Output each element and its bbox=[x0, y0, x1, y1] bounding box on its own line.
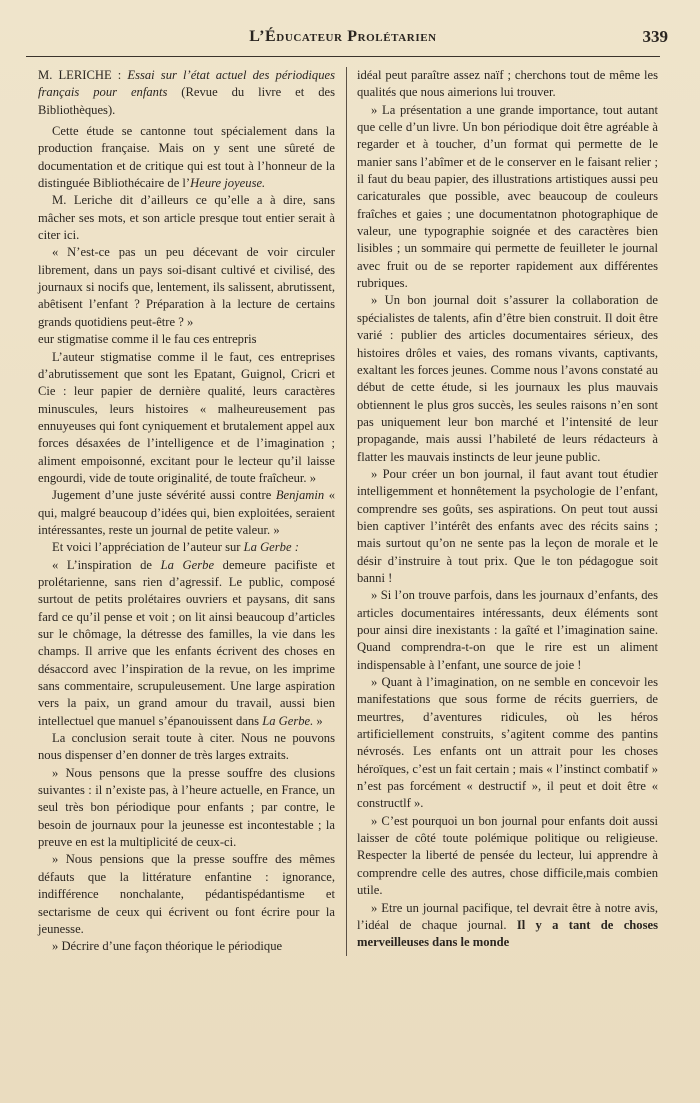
text-run: Jugement d’une juste sévérité aussi contre bbox=[52, 488, 276, 503]
quote-paragraph: » C’est pourquoi un bon journal pour enfants doit aussi laisser de côté toute polémique politique ou religieuse. Respecter la liberté de pensée du lecteur, lui apprendre à comprendre celle des autres, chose difficile,mais combien utile. bbox=[357, 813, 658, 898]
quote-paragraph: » Pour créer un bon journal, il faut avant tout étudier intelligemment et honnêtement la psychologie de l’enfant, comprendre ses goûts, ses aspirations. On peut tout aussi bien captiver l’intérêt des enfants avec des récits sains ; mais surtout qu’on ne sente pas la leçon de morale et le désir d’instruire à tout prix. Que le ton pédagogue soit banni ! bbox=[357, 466, 658, 585]
italic-run: La Gerbe : bbox=[243, 540, 299, 555]
quote-paragraph: » La présentation a une grande importance, tout autant que celle d’un livre. Un bon périodique doit être agréable à regarder et à toucher, d’un format qui permette de le manier sans l’abîmer et de le conserver en le faisant relier ; il faut du beau papier, des illustrations artistiques aussi peu caricaturales que possible, avec beaucoup de couleurs fraîches et gaies ; une documentatnon photographique de valeur, une typographie soignée et des caractères bien lisibles ; un sommaire qui permette de feuilleter le journal avec fruit ou de se reporter rapidement aux différentes rubriques. bbox=[357, 102, 658, 291]
text-run: « L’inspiration de bbox=[52, 557, 161, 572]
quote-paragraph bbox=[38, 557, 335, 730]
paragraph: idéal peut paraître assez naïf ; cherchons tout de même les qualités que nous aimerions lui trouver. bbox=[357, 68, 658, 100]
review-author: M. LERICHE : bbox=[38, 68, 128, 82]
text-run: Cette étude se cantonne tout spécialement dans la production française. Mais on y sent une sûreté de documentation et de critique qui est tout à l’honneur de la distinguée Bibliothécaire de l’ bbox=[38, 124, 335, 191]
quote-paragraph: » Un bon journal doit s’assurer la collaboration de spécialistes de talents, afin d’être bien construit. Il doit être varié : publier des articles documentaires sérieux, des histoires drôles et vaies, des romans vivants, captivants, exaltant les forces jeunes. Comme nous l’avons constaté au début de cette étude, si les journaux les plus mauvais obtiennent le plus gros succès, les seules raisons n’en sont pas uniquement leur bon marché et l’intensité de leur propagande, mais aussi l’habileté de leurs rédacteurs à flatter les mauvais instincts de leur jeune public. bbox=[357, 293, 658, 464]
paragraph bbox=[38, 487, 335, 539]
italic-run: La Gerbe bbox=[160, 557, 215, 572]
paragraph: L’auteur stigmatise comme il le faut, ces entreprises d’abrutissement que sont les Epatant, Guignol, Cricri et Cie : leur papier de dernière qualité, leurs caractères minuscules, leurs histoires « malheureusement pas ennuyeuses qui font cyniquement et brutalement appel aux forces désaxées de l’intelligence et de l’imagination ; aliment empoisonné, excitant pour le lecteur qu’il laisse engourdi, vide de toute originalité, de toute fraîcheur. » bbox=[38, 349, 335, 485]
left-column bbox=[38, 67, 343, 956]
right-column bbox=[346, 67, 658, 956]
text-run: » bbox=[313, 713, 323, 728]
quote-paragraph bbox=[357, 900, 658, 952]
page-number: 339 bbox=[642, 27, 668, 46]
text-run: » Etre un journal pacifique, tel devrait être à notre avis, l’idéal de chaque journal. bbox=[357, 900, 658, 932]
review-title: Essai sur l’état actuel des périodiques français pour enfants bbox=[38, 68, 335, 100]
italic-run: La Gerbe. bbox=[262, 713, 314, 728]
running-title: L’Éducateur Prolétarien bbox=[249, 28, 437, 45]
text-run: demeure pacifiste et prolétarienne, sans rien d’agressif. Le public, composé surtout de petits prolétaires ouvriers et paysans, dit sans fard ce qu’il pense et voit ; on lit ainsi beaucoup d’articles sur le chômage, la détresse des familles, la vie dans les champs. Il arrive que les enfants écrivent des choses en désaccord avec l’inspiration de la revue, on les imprime sans commentaire, scrupuleusement. Une large aspiration vers la paix, un grand amour du travail, aussi bien intellectuel que manuel s’épanouissent dans bbox=[38, 557, 336, 728]
review-source: (Revue du livre et des Bibliothèques). bbox=[38, 85, 335, 117]
quote-paragraph: » Décrire d’une façon théorique le périodique bbox=[52, 939, 283, 954]
italic-run: Heure joyeuse. bbox=[190, 176, 266, 191]
quote-paragraph: » Nous pensions que la presse souffre des mêmes défauts que la littérature enfantine : ignorance, indifférence nonchalante, pédantispédantisme et sectarisme de ceux qui écrivent ou font écrire pour la jeunesse. bbox=[38, 852, 335, 936]
text-run: Et voici l’appréciation de l’auteur sur bbox=[52, 540, 244, 555]
review-citation bbox=[38, 67, 335, 119]
paragraph: La conclusion serait toute à citer. Nous ne pouvons nous dispenser d’en donner de très larges extraits. bbox=[38, 731, 335, 763]
page-header bbox=[26, 22, 668, 57]
italic-run: Benjamin bbox=[275, 488, 325, 503]
paragraph bbox=[38, 123, 335, 192]
paragraph: M. Leriche dit d’ailleurs ce qu’elle a à dire, sans mâcher ses mots, et son article presque tout entier serait à citer ici. bbox=[38, 193, 335, 243]
bold-run: Il y a tant de choses merveilleuses dans le monde bbox=[357, 917, 658, 950]
text-run: « qui, malgré beaucoup d’idées qui, bien exploitées, seraient intéressantes, reste un journal de petite valeur. » bbox=[38, 488, 335, 537]
paragraph bbox=[38, 539, 335, 556]
quote-paragraph: » Si l’on trouve parfois, dans les journaux d’enfants, des articles documentaires intéressants, deux éléments sont pour ainsi dire inexistants : la gaîté et l’imagination saine. Quand comprendra-t-on que le rire est un aliment indispensable à l’enfant, une source de joie ! bbox=[357, 588, 658, 672]
misprinted-line: eur stigmatise comme il le fau ces entrepris bbox=[38, 332, 257, 347]
quote-paragraph: » Nous pensons que la presse souffre des clusions suivantes : il n’existe pas, à l’heure actuelle, en France, un seul très bon périodique pour enfants ; par contre, le besoin de journaux pour la jeunesse est incontestable ; la preuve en est la multiplicité de ceux-ci. bbox=[38, 765, 335, 850]
quote-paragraph: » Quant à l’imagination, on ne semble en concevoir les manifestations que sous forme de récits guerriers, de meurtres, d’aventures ridicules, où les héros artificiellement construits, s’agitent comme des pantins névrosés. Les enfants ont un attrait pour les choses héroïques, c’est un fait certain ; mais « l’instinct combatif » n’est pas forcément « destructif », il peut et doit être « constructlf ». bbox=[357, 675, 658, 811]
text-columns bbox=[26, 67, 660, 956]
quote-paragraph: « N’est-ce pas un peu décevant de voir circuler librement, dans un pays soi-disant cultivé et civilisé, des journaux si nocifs que, lentement, ils salissent, abrutissent, abêtisent l’enfant ? Préparation à la lecture de certains grands quotidiens peut-être ? » bbox=[38, 245, 335, 329]
